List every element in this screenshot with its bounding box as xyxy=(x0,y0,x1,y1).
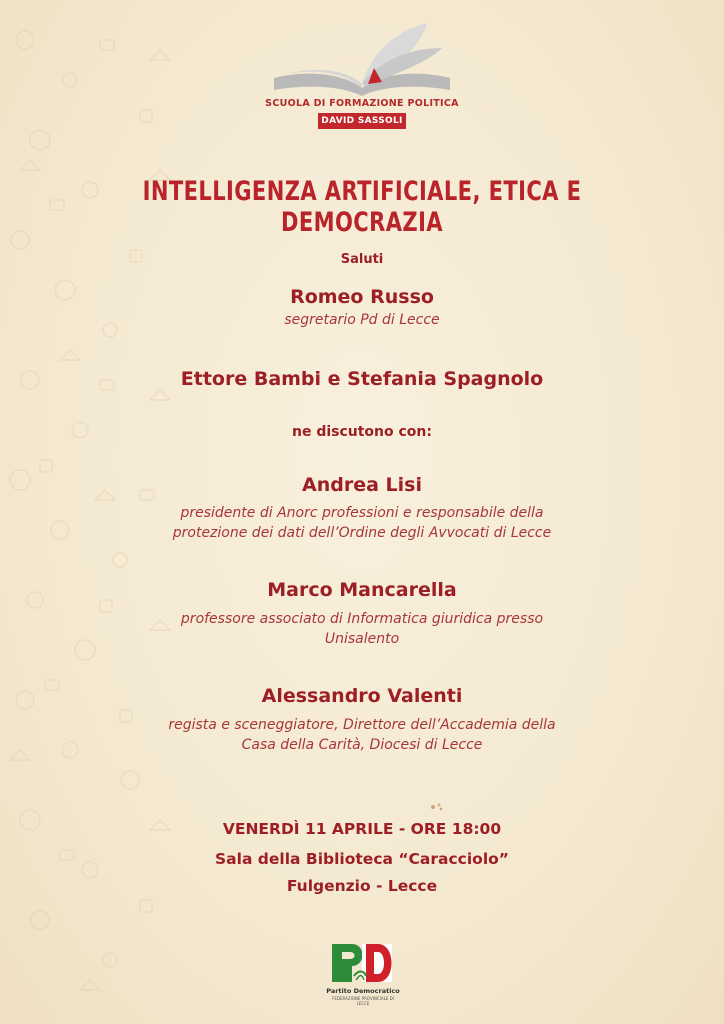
event-venue-location: Fulgenzio - Lecce xyxy=(286,877,438,895)
speaker-role: professore associato di Informatica giuridica presso xyxy=(180,611,544,627)
speaker-role: Unisalento xyxy=(324,631,400,647)
party-name: Partito Democratico xyxy=(326,987,400,995)
speaker-name: Marco Mancarella xyxy=(267,579,457,601)
school-logo xyxy=(262,18,462,133)
event-venue: Sala della Biblioteca “Caracciolo” xyxy=(215,850,509,868)
host-role: segretario Pd di Lecce xyxy=(284,312,440,328)
event-date-time: VENERDÌ 11 APRILE - ORE 18:00 xyxy=(222,820,502,838)
speaker-name: Andrea Lisi xyxy=(302,474,422,496)
host-name: Romeo Russo xyxy=(290,286,434,308)
party-federation: FEDERAZIONE PROVINCIALE DI LECCE xyxy=(332,996,394,1006)
discuss-label: ne discutono con: xyxy=(291,424,432,440)
moderators-names: Ettore Bambi e Stefania Spagnolo xyxy=(180,368,544,390)
speaker-role: protezione dei dati dell’Ordine degli Avvocati di Lecce xyxy=(172,525,552,541)
school-subtitle-badge: DAVID SASSOLI xyxy=(318,113,406,129)
open-book-icon xyxy=(262,18,462,98)
speaker-role: presidente di Anorc professioni e responsabile della xyxy=(180,505,544,521)
greetings-label: Saluti xyxy=(340,252,384,267)
speaker-name: Alessandro Valenti xyxy=(261,685,463,707)
decorative-dots xyxy=(430,802,444,812)
school-name: SCUOLA DI FORMAZIONE POLITICA xyxy=(265,98,459,109)
speaker-role: regista e sceneggiatore, Direttore dell’Accademia della xyxy=(168,717,556,733)
page-title: INTELLIGENZA ARTIFICIALE, ETICA E DEMOCRAZIA xyxy=(142,176,582,238)
speaker-role: Casa della Carità, Diocesi di Lecce xyxy=(241,737,483,753)
